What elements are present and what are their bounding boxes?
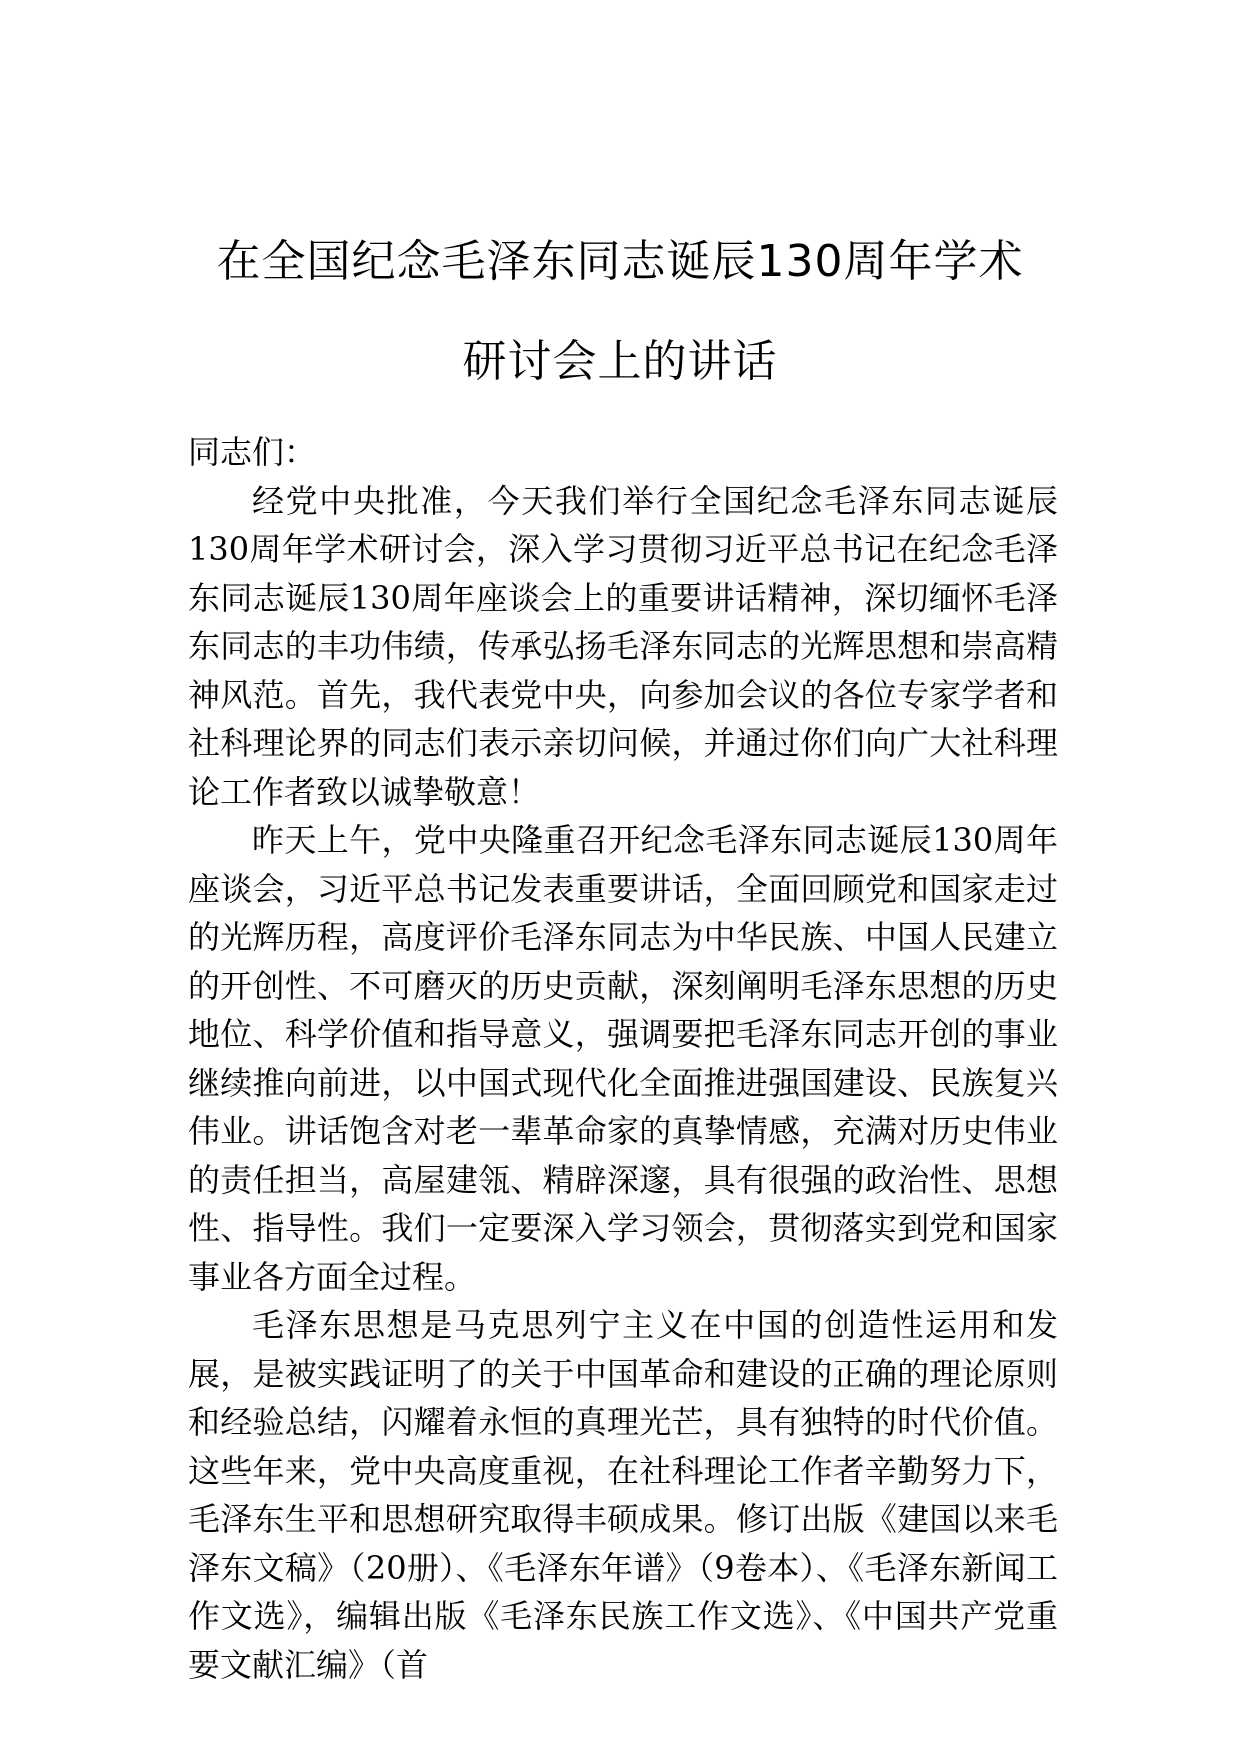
document-title: [185, 212, 1055, 412]
paragraph-3: 毛泽东思想是马克思列宁主义在中国的创造性运用和发展，是被实践证明了的关于中国革命和建设的正确的理论原则和经验总结，闪耀着永恒的真理光芒，具有独特的时代价值。这些年来，党中央高度重视，在社科理论工作者辛勤努力下，毛泽东生平和思想研究取得丰硕成果。修订出版《建国以来毛泽东文稿》（20册）、《毛泽东年谱》（9卷本）、《毛泽东新闻工作文选》，编辑出版《毛泽东民族工作文选》、《中国共产党重要文献汇编》（首: [188, 1306, 1058, 1684]
salutation: 同志们：: [188, 433, 317, 471]
paragraph-2: 昨天上午，党中央隆重召开纪念毛泽东同志诞辰130周年座谈会，习近平总书记发表重要讲话，全面回顾党和国家走过的光辉历程，高度评价毛泽东同志为中华民族、中国人民建立的开创性、不可磨灭的历史贡献，深刻阐明毛泽东思想的历史地位、科学价值和指导意义，强调要把毛泽东同志开创的事业继续推向前进，以中国式现代化全面推进强国建设、民族复兴伟业。讲话饱含对老一辈革命家的真挚情感，充满对历史伟业的责任担当，高屋建瓴、精辟深邃，具有很强的政治性、思想性、指导性。我们一定要深入学习领会，贯彻落实到党和国家事业各方面全过程。: [188, 821, 1058, 1296]
document-body: [188, 428, 1058, 1689]
title-line-2: 研讨会上的讲话: [462, 336, 778, 387]
paragraph-1: 经党中央批准，今天我们举行全国纪念毛泽东同志诞辰130周年学术研讨会，深入学习贯彻习近平总书记在纪念毛泽东同志诞辰130周年座谈会上的重要讲话精神，深切缅怀毛泽东同志的丰功伟绩，传承弘扬毛泽东同志的光辉思想和崇高精神风范。首先，我代表党中央，向参加会议的各位专家学者和社科理论界的同志们表示亲切问候，并通过你们向广大社科理论工作者致以诚挚敬意！: [188, 481, 1058, 811]
title-line-1: 在全国纪念毛泽东同志诞辰130周年学术: [216, 236, 1024, 287]
